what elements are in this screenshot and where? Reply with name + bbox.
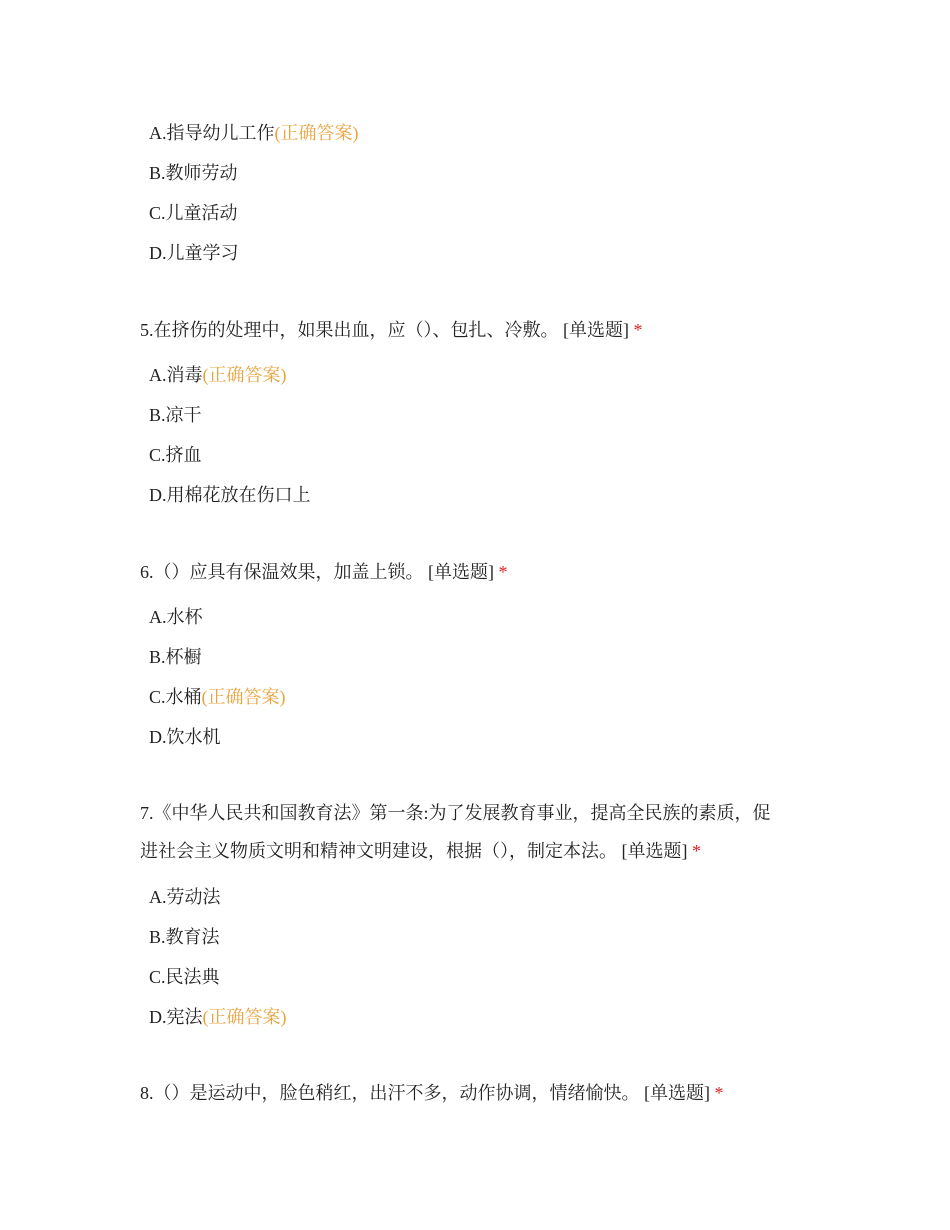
- option-text: 宪法: [166, 1007, 203, 1027]
- option-text: 用棉花放在伤口上: [166, 485, 311, 505]
- q6-option-d: [149, 725, 221, 749]
- required-asterisk: *: [714, 1083, 724, 1103]
- q4-option-b: [149, 161, 238, 185]
- option-letter: B.: [149, 647, 166, 667]
- q5-option-c: [149, 443, 202, 467]
- option-letter: B.: [149, 405, 166, 425]
- q5-option-d: [149, 483, 311, 507]
- question-text: 5.在挤伤的处理中，如果出血，应（）、包扎、冷敷。: [140, 320, 559, 340]
- required-asterisk: *: [498, 562, 508, 582]
- option-text: 教育法: [165, 927, 220, 947]
- option-letter: C.: [149, 203, 166, 223]
- option-letter: B.: [149, 163, 166, 183]
- option-text: 饮水机: [166, 727, 221, 747]
- q4-option-c: [149, 201, 238, 225]
- option-text: 儿童学习: [166, 243, 239, 263]
- question-type-label: [单选题]: [428, 562, 494, 582]
- option-text: 消毒: [166, 365, 203, 385]
- option-text: 挤血: [165, 445, 202, 465]
- option-letter: D.: [149, 727, 167, 747]
- q7-option-d: [149, 1005, 287, 1029]
- q5-option-a: [149, 363, 287, 387]
- option-letter: A.: [149, 365, 167, 385]
- question-text: 6.（）应具有保温效果，加盖上锁。: [140, 562, 424, 582]
- option-letter: B.: [149, 927, 166, 947]
- required-asterisk: *: [692, 841, 701, 861]
- correct-answer-marker: (正确答案): [274, 123, 359, 143]
- q6-option-c: [149, 685, 286, 709]
- option-text: 指导幼儿工作: [166, 123, 275, 143]
- question-text: 8.（）是运动中，脸色稍红，出汗不多，动作协调，情绪愉快。: [140, 1083, 640, 1103]
- option-letter: A.: [149, 607, 167, 627]
- question-text: 进社会主义物质文明和精神文明建设，根据（），制定本法。: [140, 841, 617, 861]
- option-text: 教师劳动: [165, 163, 238, 183]
- option-letter: D.: [149, 485, 167, 505]
- q6-option-b: [149, 645, 202, 669]
- option-letter: A.: [149, 123, 167, 143]
- q8-stem: [140, 1081, 724, 1105]
- option-letter: C.: [149, 967, 166, 987]
- option-letter: A.: [149, 887, 167, 907]
- question-type-label: [单选题]: [644, 1083, 710, 1103]
- required-asterisk: *: [633, 320, 643, 340]
- option-letter: C.: [149, 445, 166, 465]
- q5-option-b: [149, 403, 202, 427]
- option-text: 劳动法: [166, 887, 221, 907]
- q7-option-a: [149, 885, 221, 909]
- option-text: 水杯: [166, 607, 203, 627]
- q4-option-a: [149, 121, 359, 145]
- question-text: 7.《中华人民共和国教育法》第一条:为了发展教育事业，提高全民族的素质，促: [140, 803, 771, 823]
- correct-answer-marker: (正确答案): [202, 365, 287, 385]
- correct-answer-marker: (正确答案): [201, 687, 286, 707]
- option-text: 民法典: [165, 967, 220, 987]
- q4-option-d: [149, 241, 239, 265]
- q5-stem: [140, 318, 643, 342]
- correct-answer-marker: (正确答案): [202, 1007, 287, 1027]
- option-text: 水桶: [165, 687, 202, 707]
- q7-option-c: [149, 965, 220, 989]
- option-letter: C.: [149, 687, 166, 707]
- option-letter: D.: [149, 243, 167, 263]
- option-text: 儿童活动: [165, 203, 238, 223]
- question-type-label: [单选题]: [563, 320, 629, 340]
- q7-option-b: [149, 925, 220, 949]
- q6-option-a: [149, 605, 203, 629]
- q6-stem: [140, 560, 508, 584]
- option-text: 杯橱: [165, 647, 202, 667]
- option-text: 凉干: [165, 405, 202, 425]
- q7-stem-line-2: [140, 839, 701, 863]
- option-letter: D.: [149, 1007, 167, 1027]
- q7-stem-line-1: [140, 801, 771, 825]
- question-type-label: [单选题]: [621, 841, 688, 861]
